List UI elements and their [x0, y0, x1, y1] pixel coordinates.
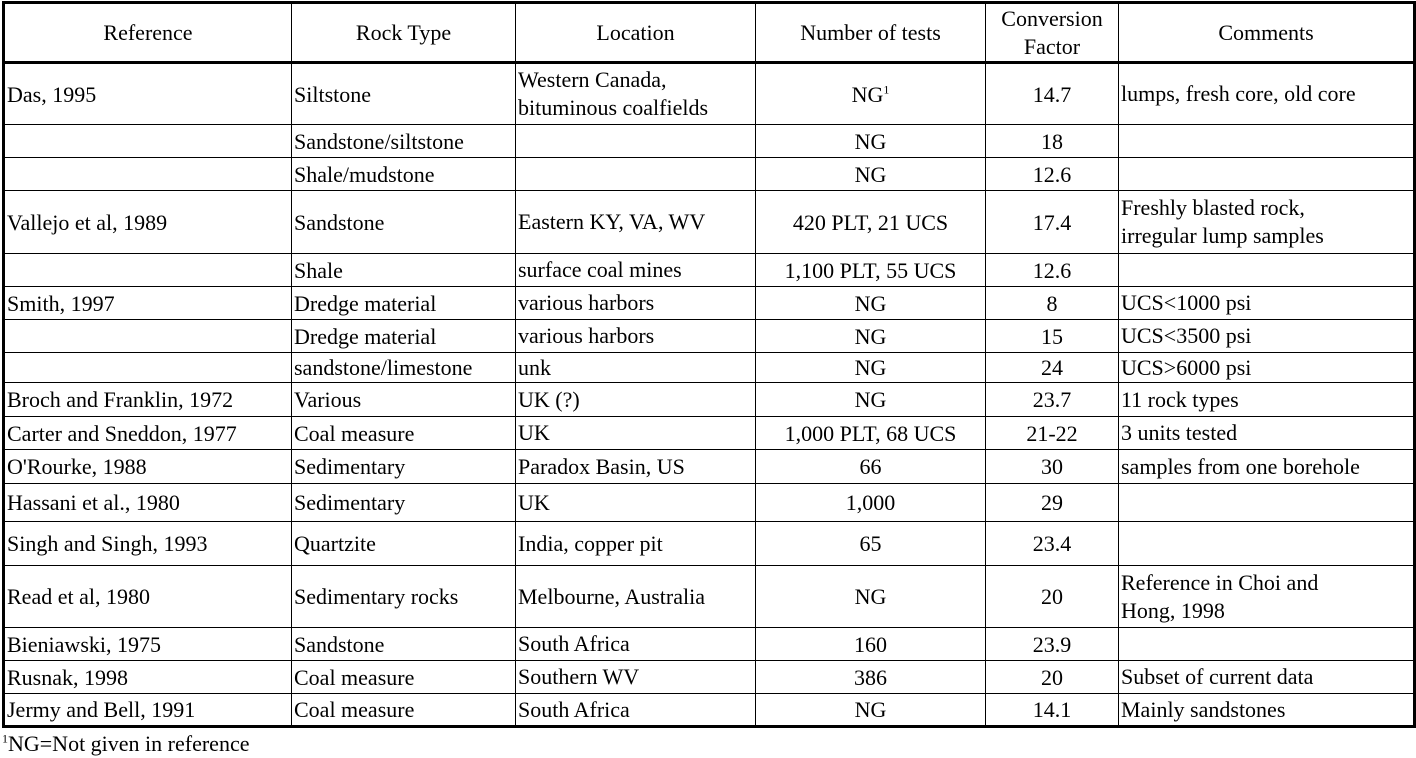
table-row — [4, 566, 1415, 628]
reference-text: Hassani et al., 1980 — [7, 490, 180, 515]
rock-type-text: sandstone/limestone — [294, 355, 473, 380]
tests-text: NG — [854, 697, 887, 722]
header-row — [4, 3, 1415, 63]
rock-type-text: Quartzite — [294, 531, 376, 556]
cell-conversion-factor — [986, 63, 1119, 125]
tests-text: 1,000 — [845, 490, 896, 515]
location-line1: South Africa — [518, 696, 630, 722]
cell-location — [516, 320, 756, 353]
rock-type-text: Sandstone — [294, 631, 385, 657]
factor-text: 14.1 — [1032, 697, 1072, 722]
cell-rock-type — [292, 63, 516, 125]
cell-comments — [1119, 450, 1415, 484]
footnote — [2, 731, 249, 757]
comments-line1: Subset of current data — [1121, 664, 1314, 689]
factor-text: 14.7 — [1032, 81, 1072, 107]
table-row — [4, 287, 1415, 320]
location-line1: South Africa — [518, 631, 630, 656]
tests-text: 1,100 PLT, 55 UCS — [784, 257, 957, 283]
cell-rock-type — [292, 522, 516, 566]
cell-comments — [1119, 353, 1415, 383]
tests-text: 160 — [854, 631, 887, 657]
cell-conversion-factor — [986, 694, 1119, 727]
table-row — [4, 125, 1415, 158]
comments-line2: Hong, 1998 — [1121, 597, 1225, 623]
table-row — [4, 417, 1415, 450]
factor-text: 12.6 — [1032, 257, 1072, 283]
cell-reference — [4, 450, 292, 484]
location-line1: Paradox Basin, US — [518, 453, 685, 479]
cell-rock-type — [292, 158, 516, 191]
cell-location — [516, 191, 756, 254]
cell-location — [516, 417, 756, 450]
factor-text: 12.6 — [1032, 161, 1072, 187]
tests-text: NG — [854, 128, 887, 154]
location-line1: UK — [518, 420, 550, 445]
cell-comments — [1119, 191, 1415, 254]
cell-conversion-factor — [986, 628, 1119, 661]
cell-conversion-factor — [986, 450, 1119, 484]
cell-number-of-tests — [756, 191, 986, 254]
cell-number-of-tests — [756, 158, 986, 191]
cell-location — [516, 254, 756, 287]
cell-location — [516, 661, 756, 694]
cell-location — [516, 450, 756, 484]
rock-type-text: Coal measure — [294, 664, 415, 690]
cell-reference — [4, 254, 292, 287]
cell-rock-type — [292, 628, 516, 661]
cell-reference — [4, 522, 292, 566]
reference-text: O'Rourke, 1988 — [7, 454, 147, 479]
tests-text: NG — [854, 323, 887, 349]
table-container — [2, 1, 1413, 728]
location-line1: UK — [518, 489, 550, 515]
cell-reference — [4, 125, 292, 158]
cell-location — [516, 287, 756, 320]
rock-type-text: Sandstone — [294, 209, 385, 235]
comments-line1: 3 units tested — [1121, 420, 1238, 445]
comments-line1: Freshly blasted rock, — [1121, 195, 1305, 220]
factor-text: 17.4 — [1032, 209, 1072, 235]
cell-reference — [4, 566, 292, 628]
factor-text: 30 — [1041, 454, 1063, 479]
cell-comments — [1119, 125, 1415, 158]
table-row — [4, 63, 1415, 125]
cell-rock-type — [292, 566, 516, 628]
cell-comments — [1119, 320, 1415, 353]
cell-conversion-factor — [986, 484, 1119, 522]
rock-type-text: Siltstone — [294, 81, 372, 107]
cell-conversion-factor — [986, 287, 1119, 320]
rock-type-text: Dredge material — [294, 323, 437, 349]
cell-reference — [4, 694, 292, 727]
factor-text: 20 — [1041, 584, 1063, 609]
header-comments: Comments — [1119, 3, 1415, 63]
factor-text: 29 — [1041, 490, 1063, 515]
cell-location — [516, 522, 756, 566]
cell-comments — [1119, 287, 1415, 320]
cell-rock-type — [292, 484, 516, 522]
factor-text: 15 — [1041, 323, 1063, 349]
table-row — [4, 353, 1415, 383]
header-conversion-factor-line2: Factor — [1023, 33, 1081, 59]
factor-text: 23.9 — [1032, 631, 1072, 657]
rock-type-text: Sedimentary — [294, 454, 406, 479]
cell-number-of-tests — [756, 417, 986, 450]
header-conversion-factor-line1: Conversion — [1001, 5, 1103, 31]
cell-location — [516, 628, 756, 661]
location-line1: Southern WV — [518, 664, 640, 689]
cell-reference — [4, 353, 292, 383]
cell-rock-type — [292, 320, 516, 353]
table-row — [4, 254, 1415, 287]
comments-line1: lumps, fresh core, old core — [1121, 81, 1356, 106]
cell-conversion-factor — [986, 383, 1119, 417]
header-conversion-factor — [986, 3, 1119, 63]
cell-rock-type — [292, 417, 516, 450]
cell-rock-type — [292, 254, 516, 287]
cell-location — [516, 125, 756, 158]
table-row — [4, 191, 1415, 254]
tests-text: NG — [854, 355, 887, 380]
factor-text: 20 — [1041, 664, 1063, 690]
factor-text: 24 — [1041, 355, 1063, 380]
table-row — [4, 158, 1415, 191]
rock-type-text: Dredge material — [294, 290, 437, 316]
cell-reference — [4, 158, 292, 191]
comments-line1: UCS<1000 psi — [1121, 290, 1252, 315]
cell-reference — [4, 628, 292, 661]
table-row — [4, 522, 1415, 566]
table-row — [4, 383, 1415, 417]
cell-comments — [1119, 254, 1415, 287]
footnote-marker: 1 — [2, 731, 8, 746]
location-line1: UK (?) — [518, 386, 580, 412]
tests-text: 1,000 PLT, 68 UCS — [784, 420, 957, 446]
cell-rock-type — [292, 191, 516, 254]
comments-line1: 11 rock types — [1121, 386, 1239, 412]
rock-type-text: Coal measure — [294, 697, 415, 722]
cell-comments — [1119, 694, 1415, 727]
cell-reference — [4, 484, 292, 522]
tests-text: 65 — [859, 531, 882, 556]
comments-line2: irregular lump samples — [1121, 223, 1324, 248]
reference-text: Singh and Singh, 1993 — [7, 531, 208, 556]
reference-text: Das, 1995 — [7, 81, 97, 107]
tests-text: NG — [854, 290, 887, 316]
cell-conversion-factor — [986, 191, 1119, 254]
cell-conversion-factor — [986, 320, 1119, 353]
cell-number-of-tests — [756, 522, 986, 566]
cell-conversion-factor — [986, 417, 1119, 450]
tests-text: NG — [854, 387, 887, 412]
cell-reference — [4, 661, 292, 694]
rock-type-text: Sandstone/siltstone — [294, 128, 464, 154]
factor-text: 8 — [1046, 290, 1058, 316]
cell-location — [516, 566, 756, 628]
comments-line1: UCS>6000 psi — [1121, 354, 1252, 380]
comments-line1: UCS<3500 psi — [1121, 323, 1252, 348]
cell-reference — [4, 191, 292, 254]
tests-text: 66 — [859, 454, 882, 479]
location-line1: various harbors — [518, 323, 655, 348]
reference-text: Rusnak, 1998 — [7, 664, 128, 690]
factor-text: 18 — [1041, 128, 1063, 154]
table-row — [4, 694, 1415, 727]
location-line2: bituminous coalfields — [518, 95, 709, 120]
cell-number-of-tests — [756, 125, 986, 158]
location-line1: Eastern KY, VA, WV — [518, 209, 706, 234]
cell-number-of-tests — [756, 628, 986, 661]
cell-comments — [1119, 522, 1415, 566]
table-row — [4, 628, 1415, 661]
cell-rock-type — [292, 450, 516, 484]
cell-comments — [1119, 566, 1415, 628]
cell-conversion-factor — [986, 125, 1119, 158]
location-line1: surface coal mines — [518, 257, 682, 282]
reference-text: Smith, 1997 — [7, 290, 115, 316]
table-row — [4, 484, 1415, 522]
cell-reference — [4, 383, 292, 417]
cell-reference — [4, 287, 292, 320]
reference-text: Vallejo et al, 1989 — [7, 209, 168, 235]
tests-text: NG — [854, 584, 887, 609]
tests-text: NG — [851, 81, 884, 107]
comments-line1: Mainly sandstones — [1121, 696, 1286, 722]
cell-reference — [4, 417, 292, 450]
cell-comments — [1119, 383, 1415, 417]
cell-number-of-tests — [756, 484, 986, 522]
cell-number-of-tests — [756, 383, 986, 417]
cell-rock-type — [292, 287, 516, 320]
reference-text: Jermy and Bell, 1991 — [7, 697, 196, 722]
cell-number-of-tests — [756, 353, 986, 383]
cell-reference — [4, 63, 292, 125]
rock-type-text: Various — [294, 387, 362, 412]
cell-number-of-tests — [756, 320, 986, 353]
footnote-ref: 1 — [883, 82, 890, 97]
cell-comments — [1119, 484, 1415, 522]
cell-rock-type — [292, 383, 516, 417]
cell-conversion-factor — [986, 661, 1119, 694]
rock-type-text: Sedimentary rocks — [294, 584, 459, 609]
location-line1: unk — [518, 354, 551, 380]
comments-line1: Reference in Choi and — [1121, 569, 1319, 595]
tests-text: NG — [854, 161, 887, 187]
cell-comments — [1119, 417, 1415, 450]
rock-type-text: Shale/mudstone — [294, 161, 435, 187]
cell-conversion-factor — [986, 254, 1119, 287]
cell-number-of-tests — [756, 450, 986, 484]
header-reference: Reference — [4, 3, 292, 63]
location-line1: various harbors — [518, 290, 655, 315]
footnote-text: NG=Not given in reference — [8, 731, 250, 756]
cell-number-of-tests — [756, 63, 986, 125]
cell-conversion-factor — [986, 158, 1119, 191]
reference-text: Carter and Sneddon, 1977 — [7, 420, 237, 446]
reference-text: Bieniawski, 1975 — [7, 631, 161, 657]
location-line1: Western Canada, — [518, 67, 667, 92]
cell-number-of-tests — [756, 566, 986, 628]
factor-text: 23.7 — [1032, 387, 1072, 412]
cell-location — [516, 383, 756, 417]
conversion-factor-table — [2, 1, 1416, 728]
cell-location — [516, 63, 756, 125]
cell-location — [516, 484, 756, 522]
cell-comments — [1119, 158, 1415, 191]
cell-comments — [1119, 661, 1415, 694]
cell-conversion-factor — [986, 566, 1119, 628]
reference-text: Broch and Franklin, 1972 — [7, 387, 234, 412]
cell-reference — [4, 320, 292, 353]
comments-line1: samples from one borehole — [1121, 453, 1360, 479]
cell-rock-type — [292, 661, 516, 694]
tests-text: 420 PLT, 21 UCS — [792, 209, 949, 235]
cell-comments — [1119, 63, 1415, 125]
rock-type-text: Shale — [294, 257, 343, 283]
rock-type-text: Sedimentary — [294, 490, 406, 515]
cell-location — [516, 158, 756, 191]
reference-text: Read et al, 1980 — [7, 584, 150, 609]
location-line1: Melbourne, Australia — [518, 583, 705, 609]
cell-rock-type — [292, 694, 516, 727]
cell-location — [516, 353, 756, 383]
header-number-of-tests: Number of tests — [756, 3, 986, 63]
factor-text: 23.4 — [1032, 531, 1072, 556]
cell-comments — [1119, 628, 1415, 661]
header-rock-type: Rock Type — [292, 3, 516, 63]
cell-conversion-factor — [986, 353, 1119, 383]
location-line1: India, copper pit — [518, 530, 663, 556]
cell-rock-type — [292, 353, 516, 383]
header-location: Location — [516, 3, 756, 63]
cell-rock-type — [292, 125, 516, 158]
rock-type-text: Coal measure — [294, 420, 415, 446]
cell-number-of-tests — [756, 254, 986, 287]
table-body — [4, 63, 1415, 727]
cell-number-of-tests — [756, 694, 986, 727]
table-row — [4, 450, 1415, 484]
cell-conversion-factor — [986, 522, 1119, 566]
table-row — [4, 661, 1415, 694]
table-row — [4, 320, 1415, 353]
tests-text: 386 — [854, 664, 887, 690]
cell-number-of-tests — [756, 661, 986, 694]
cell-number-of-tests — [756, 287, 986, 320]
cell-location — [516, 694, 756, 727]
factor-text: 21-22 — [1026, 420, 1078, 446]
